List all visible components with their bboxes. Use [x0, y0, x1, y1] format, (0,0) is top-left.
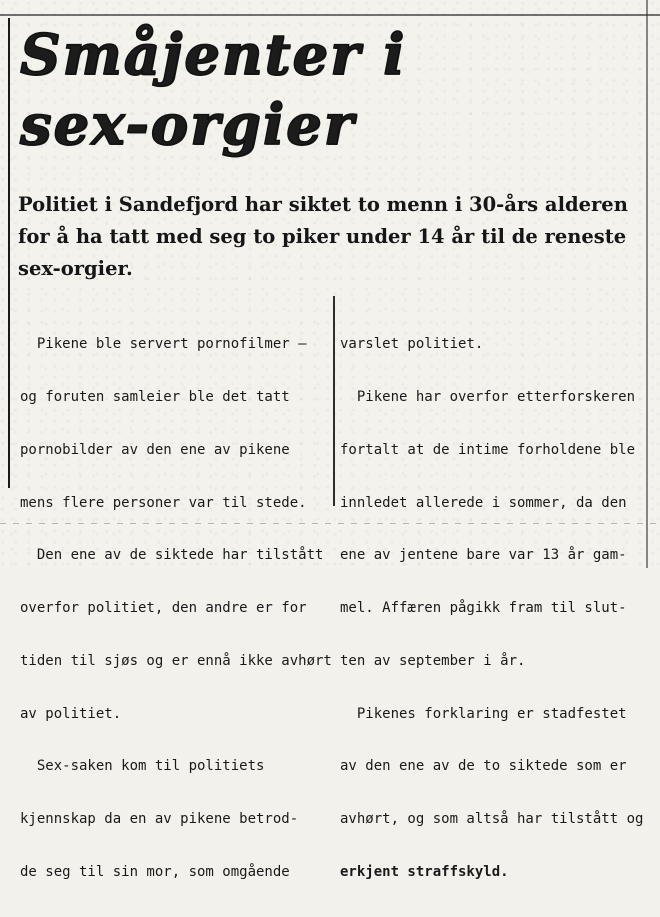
body-line: mel. Affæren pågikk fram til slut- [340, 600, 627, 617]
body-line: ene av jentene bare var 13 år gam- [340, 547, 627, 564]
body-line: kjennskap da en av pikene betrod- [20, 811, 299, 828]
headline [20, 20, 620, 160]
body-line: overfor politiet, den andre er for [20, 600, 307, 617]
body-column-left [20, 301, 332, 917]
left-border-rule [8, 18, 10, 488]
body-line: mens flere personer var til stede. [20, 494, 307, 511]
headline-line-2: sex-orgier [20, 92, 356, 158]
column-divider [333, 296, 335, 506]
body-line: Pikene ble servert pornofilmer — [20, 336, 307, 353]
body-line: avhørt, og som altså har tilstått og [340, 811, 644, 828]
body-line: innledet allerede i sommer, da den [340, 494, 627, 511]
top-rule [0, 14, 660, 16]
body-line: Den ene av de siktede har tilstått [20, 547, 324, 564]
headline-line-1: Småjenter i [20, 22, 407, 88]
body-line: Sex-saken kom til politiets [20, 758, 265, 775]
body-line: de seg til sin mor, som omgående [20, 864, 290, 880]
body-line: Pikene har overfor etterforskeren [340, 388, 636, 405]
body-column-right [340, 301, 642, 917]
right-border-rule [646, 0, 648, 568]
body-line: av politiet. [20, 705, 122, 722]
torn-edge [0, 523, 660, 524]
body-line: fortalt at de intime forholdene ble [340, 441, 636, 458]
body-line: erkjent straffskyld. [340, 864, 509, 880]
body-line: varslet politiet. [340, 336, 484, 353]
lead-paragraph: Politiet i Sandefjord har siktet to menn i 30-års alderen for å ha tatt med seg to piker under 14 år til de reneste sex-orgier. [18, 193, 628, 280]
body-line: tiden til sjøs og er ennå ikke avhørt [20, 652, 332, 669]
body-line: og foruten samleier ble det tatt [20, 388, 290, 405]
body-line: av den ene av de to siktede som er [340, 758, 627, 775]
body-line: ten av september i år. [340, 652, 526, 669]
body-line: Pikenes forklaring er stadfestet [340, 705, 627, 722]
body-line: pornobilder av den ene av pikene [20, 441, 290, 458]
